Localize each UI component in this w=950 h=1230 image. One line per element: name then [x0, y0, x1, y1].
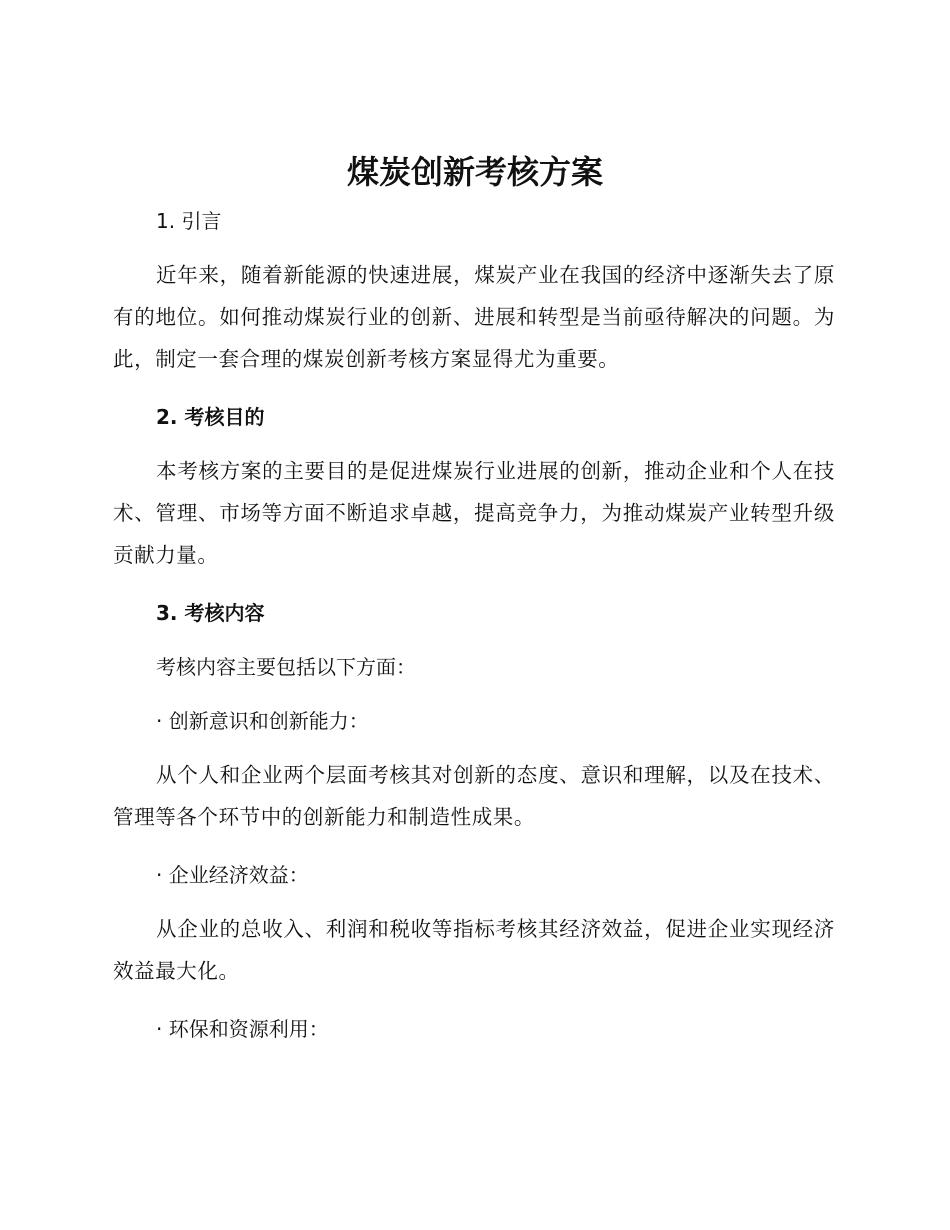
page-title: 煤炭创新考核方案 [346, 153, 603, 191]
section-intro-content: 考核内容主要包括以下方面： [156, 655, 416, 679]
bullet-label-economic-benefit: · 企业经济效益： [156, 863, 309, 887]
bullet-text-innovation: 从个人和企业两个层面考核其对创新的态度、意识和理解，以及在技术、管理等各个环节中的创新能力和制造性成果。 [113, 763, 835, 829]
bullet-label-environment: · 环保和资源利用： [156, 1017, 329, 1041]
section-paragraph-purpose: 本考核方案的主要目的是促进煤炭行业进展的创新，推动企业和个人在技术、管理、市场等方面不断追求卓越，提高竞争力，为推动煤炭产业转型升级贡献力量。 [113, 459, 835, 567]
document-body [113, 200, 835, 1050]
bullet-text-economic-benefit: 从企业的总收入、利润和税收等指标考核其经济效益，促进企业实现经济效益最大化。 [113, 917, 835, 983]
section-heading-introduction: 1. 引言 [156, 209, 222, 233]
section-heading-purpose: 2. 考核目的 [156, 405, 265, 429]
bullet-label-innovation: · 创新意识和创新能力： [156, 709, 369, 733]
section-heading-content: 3. 考核内容 [156, 601, 265, 625]
section-paragraph-introduction: 近年来，随着新能源的快速进展，煤炭产业在我国的经济中逐渐失去了原有的地位。如何推动煤炭行业的创新、进展和转型是当前亟待解决的问题。为此，制定一套合理的煤炭创新考核方案显得尤为重要。 [113, 263, 835, 371]
